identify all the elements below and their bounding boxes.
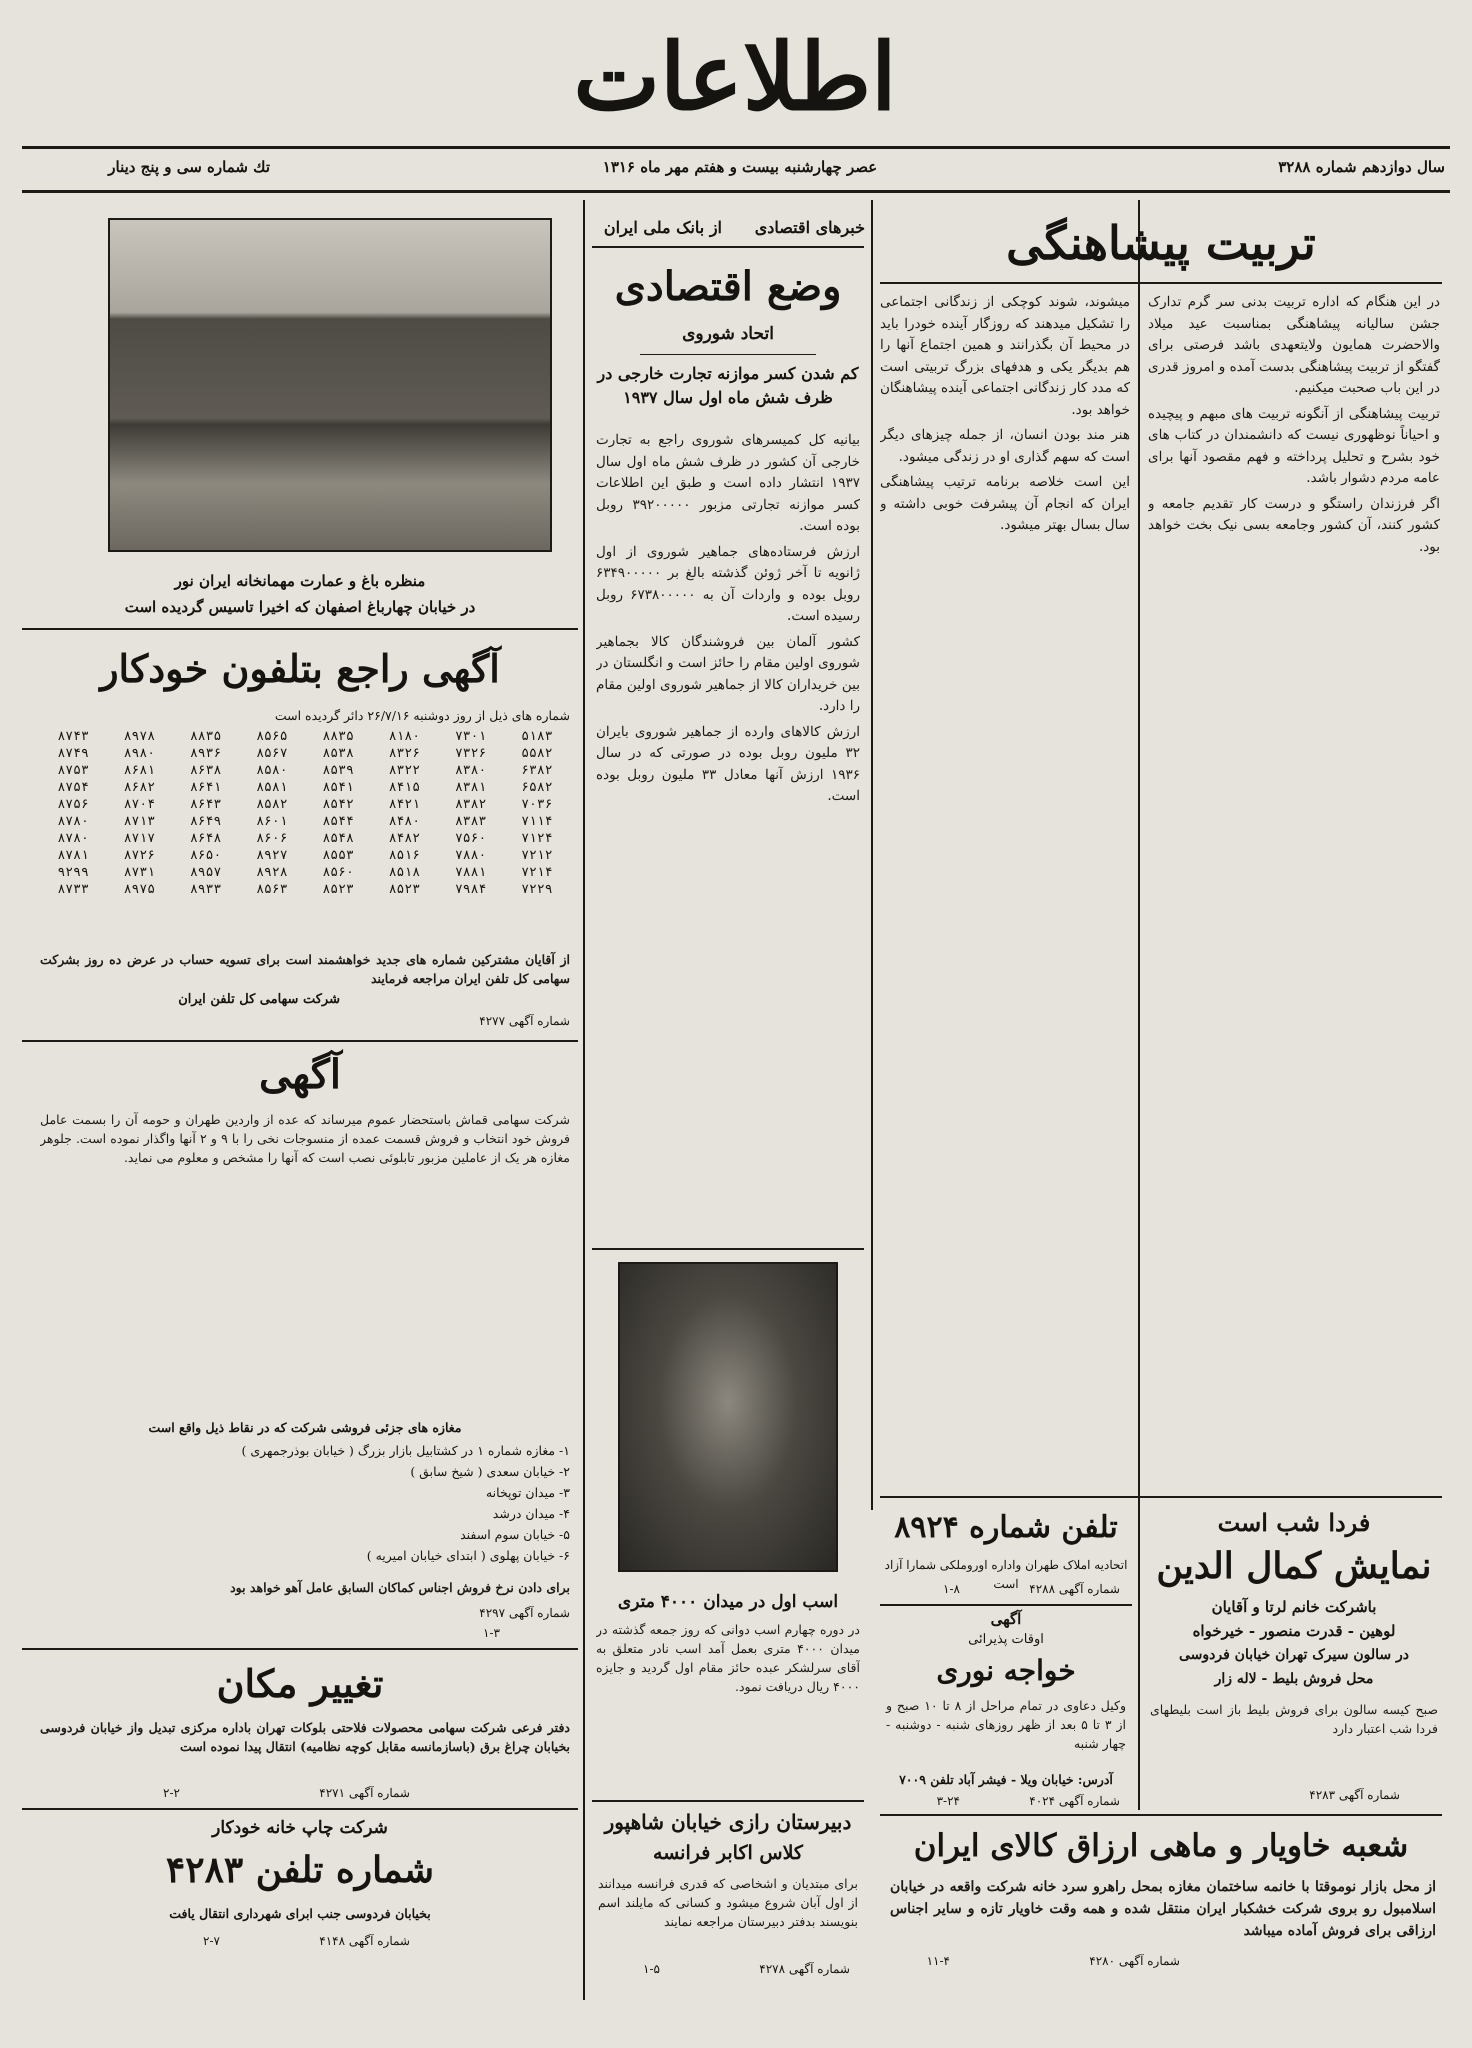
telephone-number-cell: ۸۴۸۲ (388, 831, 421, 846)
telephone-number-row (40, 830, 570, 847)
agahi-list-item: ۵- خیابان سوم اسفند (460, 1527, 570, 1542)
change-place-title: تغییر مکان (216, 1661, 384, 1706)
telephone-number-cell: ۸۷۸۰ (57, 814, 89, 829)
show-names: لوهین - قدرت منصور - خیرخواه (1192, 1622, 1396, 1640)
dateline-center: عصر چهارشنبه بیست و هفتم مهر ماه ۱۳۱۶ (602, 158, 878, 176)
telephone-number-cell: ۸۳۲۶ (388, 746, 421, 761)
telephone-number-cell: ۸۶۴۳ (189, 797, 222, 812)
telephone-number-cell: ۸۷۰۴ (123, 797, 156, 812)
caviar-body: از محل بازار نوموقتا با خانمه ساختمان مغازه بمحل راهرو سرد خانه شرکت واقعه در خیابان اسلامبول رو بروی شرکت خشکبار ایران منتقل شده و همه وقت خاویار تازه و سایر اجناس ارزاقی برای فروش آماده میباشد (890, 1879, 1436, 1939)
economy-paragraph: کشور آلمان بین فروشندگان کالا بجماهیر شوروی اولین مقام را حائز است و انگلستان در بین خریداران کالا از جماهیر شوروی اولین مقام را دارد. (596, 633, 860, 714)
telephone-number-cell: ۸۶۴۹ (189, 814, 222, 829)
telephone-number-row (40, 847, 570, 864)
school-ref: شماره آگهی ۴۲۷۸ (759, 1962, 850, 1976)
telephone-number-cell: ۸۶۸۱ (123, 763, 156, 778)
telephone-number-cell: ۸۵۴۴ (322, 814, 354, 829)
telephone-number-cell: ۷۸۸۰ (454, 848, 487, 863)
show-venue: در سالون سیرک تهران خیابان فردوسی (1179, 1647, 1409, 1663)
telephone-number-cell: ۸۵۶۷ (256, 746, 288, 761)
race-title: اسب اول در میدان ۴۰۰۰ متری (617, 1592, 839, 1612)
telephone-number-cell: ۸۷۵۶ (57, 797, 89, 812)
lead-paragraph: در این هنگام که اداره تربیت بدنی سر گرم تدارک جشن سالیانه پیشاهنگی بمناسبت عید میلاد والاحضرت همایون ولایتعهدی باشد فرصتی برای گفتگو از تربیت پیشاهنگی بدست آمده و امروز قدری در این باب صحبت میکنیم. (1148, 294, 1440, 396)
telephone-number-cell: ۸۸۳۵ (189, 729, 222, 744)
telephone-number-cell: ۸۹۲۸ (256, 865, 288, 880)
telephone-number-cell: ۸۹۸۰ (123, 746, 156, 761)
telephone-number-row (40, 762, 570, 779)
telephone-number-cell: ۸۴۸۰ (388, 814, 421, 829)
telephone-number-cell: ۸۳۸۲ (454, 797, 487, 812)
photo-caption-line2: در خیابان چهارباغ اصفهان که اخیرا تاسیس گردیده است (124, 598, 476, 616)
telephone-number-cell: ۸۵۲۳ (322, 882, 354, 897)
economy-deck: کم شدن کسر موازنه تجارت خارجی در ظرف شش ماه اول سال ۱۹۳۷ (597, 364, 859, 407)
telephone-number-cell: ۸۷۴۹ (57, 746, 89, 761)
masthead-title: اطلاعات (573, 23, 897, 131)
telephone-number-cell: ۸۷۵۴ (57, 780, 89, 795)
telephone-number-cell: ۶۳۸۲ (521, 763, 553, 778)
telephone-number-row (40, 779, 570, 796)
show-title: فردا شب است (1217, 1508, 1371, 1537)
telephone-number-cell: ۸۹۲۷ (256, 848, 288, 863)
telephone-number-cell: ۸۶۰۱ (256, 814, 288, 829)
telephone-number-cell: ۸۵۴۲ (322, 797, 354, 812)
economy-body (596, 430, 860, 1240)
telephone-number-cell: ۸۵۱۸ (388, 865, 421, 880)
telephone-number-cell: ۶۵۸۲ (521, 780, 553, 795)
telephone-number-cell: ۸۱۸۰ (388, 729, 421, 744)
telephone-number-cell: ۸۹۵۷ (189, 865, 222, 880)
telephone-number-row (40, 796, 570, 813)
telephone-number-cell: ۷۹۸۴ (454, 882, 487, 897)
telephone-number-cell: ۷۵۶۰ (454, 831, 487, 846)
school-title: دبیرستان رازی خیابان شاهپور (604, 1810, 852, 1834)
telephone-number-cell: ۸۷۳۱ (123, 865, 156, 880)
dateline-right: سال دوازدهم شماره ۳۲۸۸ (1278, 158, 1445, 176)
economy-headline: وضع اقتصادی (614, 263, 842, 310)
lead-paragraph: این است خلاصه برنامه ترتیب پیشاهنگی ایران که انجام آن پیشرفت خوبی داشته و سال بسال بهتر میشود. (880, 474, 1130, 533)
lead-column-2 (880, 292, 1130, 1492)
telephone-number-cell: ۸۵۱۶ (388, 848, 421, 863)
telephone-number-cell: ۸۶۴۸ (189, 831, 222, 846)
telephone-number-cell: ۸۵۶۳ (256, 882, 288, 897)
phone-ad-body: اتحادیه املاک طهران واداره اوروملکی شمارا آزاد است (884, 1558, 1128, 1591)
print-ad-ref: شماره آگهی ۴۱۴۸ (319, 1934, 410, 1948)
telephone-number-cell: ۸۳۸۱ (454, 780, 487, 795)
telephone-ad-title: آگهی راجع بتلفون خودکار (100, 646, 500, 691)
dateline-rule (22, 190, 1450, 193)
caviar-code: ۱۱-۴ (926, 1954, 950, 1968)
school-body: برای مبتدیان و اشخاصی که قدری فرانسه میدانند از اول آبان شروع میشود و کسانی که مایلند اسم بنویسند بدفتر دبیرستان مراجعه نمایند (598, 1876, 858, 1929)
telephone-number-cell: ۸۷۱۷ (123, 831, 156, 846)
telephone-number-cell: ۸۳۸۰ (454, 763, 487, 778)
telephone-number-cell: ۸۷۱۳ (123, 814, 156, 829)
telephone-number-cell: ۸۶۰۶ (256, 831, 288, 846)
economy-paragraph: ارزش فرستاده‌های جماهیر شوروی از اول ژانویه تا آخر ژوئن گذشته بالغ بر ۶۳۴۹۰۰۰۰۰ روبل بوده و واردات آن به ۶۷۳۸۰۰۰۰۰ روبل رسیده است. (596, 543, 860, 624)
caviar-ref: شماره آگهی ۴۲۸۰ (1089, 1954, 1180, 1968)
lawyer-address: آدرس: خیابان ویلا - فیشر آباد تلفن ۷۰۰۹ (899, 1772, 1113, 1787)
agahi-list-item: ۱- مغازه شماره ۱ در کشتابیل بازار بزرگ ( خیابان بوذرجمهری ) (241, 1443, 570, 1458)
agahi-list (60, 1440, 570, 1566)
agahi-title: آگهی (259, 1051, 341, 1098)
telephone-number-cell: ۸۷۴۳ (57, 729, 89, 744)
lead-paragraph: تربیت پیشاهنگی از آنگونه تربیت های مبهم و پیچیده و احیاناً نوظهوری نیست که دانشمندان در کتاب های خود بشرح و تحلیل پرداخته و فهم مقصود آنها برای عامه مردم دشوار باشد. (1148, 405, 1440, 486)
race-photo (618, 1262, 838, 1572)
telephone-number-cell: ۸۵۸۲ (256, 797, 288, 812)
telephone-ad-ref: شماره آگهی ۴۲۷۷ (479, 1014, 570, 1028)
lead-paragraph: میشوند، شوند کوچکی از زندگانی اجتماعی را تشکیل میدهند که روزگار آینده خودرا باید در محیط آن بگذرانند و همین اجتماع آنها را هم بدیگر یکی و هدفهای بزرگ تربیتی است که مدد کار زندگانی اجتماعی آینده پیشاهنگان خواهد بود. (880, 294, 1130, 418)
telephone-number-cell: ۸۶۳۸ (189, 763, 222, 778)
telephone-number-cell: ۸۷۵۳ (57, 763, 89, 778)
telephone-number-row (40, 881, 570, 898)
lawyer-body: وکیل دعاوی در تمام مراحل از ۸ تا ۱۰ صبح و از ۳ تا ۵ بعد از ظهر روزهای شنبه - دوشنبه - چهار شنبه (886, 1698, 1127, 1751)
change-place-ref: شماره آگهی ۴۲۷۱ (319, 1786, 410, 1800)
agahi-ref: شماره آگهی ۴۲۹۷ (479, 1606, 570, 1620)
telephone-number-cell: ۸۷۳۳ (57, 882, 89, 897)
lawyer-sub: اوقات پذیرائی (968, 1632, 1044, 1647)
agahi-list-item: ۶- خیابان پهلوی ( ابتدای خیابان امیریه ) (366, 1548, 570, 1563)
show-tickets: محل فروش بلیط - لاله زار (1214, 1671, 1374, 1687)
telephone-number-cell: ۸۷۸۱ (57, 848, 89, 863)
hotel-photo (108, 218, 552, 552)
change-place-code: ۲-۲ (163, 1786, 180, 1800)
telephone-number-cell: ۵۵۸۲ (521, 746, 553, 761)
print-ad-line1: شرکت چاپ خانه خودکار (212, 1818, 388, 1838)
telephone-number-cell: ۷۱۱۴ (521, 814, 553, 829)
telephone-number-cell: ۸۹۷۵ (123, 882, 156, 897)
telephone-number-cell: ۸۵۶۰ (322, 865, 354, 880)
telephone-number-cell: ۸۵۸۱ (256, 780, 288, 795)
telephone-number-row (40, 745, 570, 762)
telephone-ad-company: شرکت سهامی کل تلفن ایران (178, 992, 340, 1007)
telephone-number-cell: ۹۲۹۹ (57, 865, 89, 880)
economy-subhead: اتحاد شوروی (682, 324, 774, 344)
agahi-list-item: ۴- میدان درشد (492, 1506, 570, 1521)
telephone-number-cell: ۸۶۵۰ (189, 848, 222, 863)
print-ad-title: شماره تلفن ۴۲۸۳ (165, 1849, 435, 1891)
telephone-number-cell: ۸۵۴۱ (322, 780, 354, 795)
show-ref: شماره آگهی ۴۲۸۳ (1309, 1788, 1400, 1802)
economy-paragraph: ارزش کالاهای وارده از جماهیر شوروی بایران ۳۲ ملیون روبل بوده در صورتی که در سال ۱۹۳۶ ارزش آنها معادل ۳۳ ملیون روبل بوده است. (596, 723, 860, 804)
lawyer-ref: شماره آگهی ۴۰۲۴ (1029, 1794, 1120, 1808)
lead-paragraph: هنر مند بودن انسان، از جمله چیزهای دیگر است که سهم گذاری او در زندگی میشود. (880, 427, 1130, 465)
telephone-number-cell: ۷۸۸۱ (454, 865, 487, 880)
telephone-number-cell: ۸۵۴۸ (322, 831, 354, 846)
telephone-number-cell: ۷۳۲۶ (454, 746, 487, 761)
school-subtitle: کلاس اکابر فرانسه (653, 1842, 803, 1864)
telephone-number-cell: ۸۸۳۵ (322, 729, 354, 744)
telephone-number-cell: ۸۴۲۱ (388, 797, 421, 812)
lead-paragraph: اگر فرزندان راستگو و درست کار تقدیم جامعه و کشور کنند، آن کشور وجامعه بسی نیک بخت خواهد بود. (1148, 495, 1440, 555)
telephone-ad-intro: شماره های ذیل از روز دوشنبه ۲۶/۷/۱۶ دائر گردیده است (274, 708, 570, 723)
telephone-number-cell: ۷۲۲۹ (521, 882, 553, 897)
telephone-number-cell: ۷۰۳۶ (521, 797, 553, 812)
telephone-number-cell: ۸۳۲۲ (388, 763, 421, 778)
phone-ad-ref: شماره آگهی ۴۲۸۸ (1029, 1582, 1120, 1596)
dateline-left: تك شماره سی و پنج دینار (108, 158, 270, 176)
caviar-title: شعبه خاویار و ماهی ارزاق کالای ایران (913, 1828, 1409, 1864)
telephone-number-cell: ۷۳۰۱ (454, 729, 487, 744)
school-code: ۱-۵ (643, 1962, 660, 1976)
telephone-number-row (40, 728, 570, 745)
economy-kicker-left: از بانک ملی ایران (603, 218, 722, 237)
phone-ad-code: ۱-۸ (943, 1582, 960, 1596)
agahi-body: شرکت سهامی قماش باستحضار عموم میرساند که عده از واردین طهران و حومه آن را بسمت عامل فروش خود انتخاب و فروش قسمت عمده از منسوجات نخی را با ۹ و ۲ آنها واگذار نموده است. جلوهر مغازه هر یک از عاملین مزبور تابلوئی نصب است که آنها را مشخص و معلوم می نماید. (40, 1112, 570, 1165)
agahi-list-item: ۲- خیابان سعدی ( شیخ سابق ) (410, 1464, 570, 1479)
telephone-number-cell: ۸۹۷۸ (123, 729, 156, 744)
telephone-number-table (40, 728, 570, 898)
agahi-code: ۱-۳ (483, 1626, 500, 1640)
telephone-number-cell: ۵۱۸۳ (521, 729, 553, 744)
telephone-number-cell: ۸۵۳۸ (322, 746, 354, 761)
masthead-rule (22, 146, 1450, 149)
print-ad-code: ۲-۷ (203, 1934, 220, 1948)
telephone-number-cell: ۸۵۸۰ (256, 763, 288, 778)
economy-kicker-right: خبرهای اقتصادی (754, 218, 865, 237)
telephone-number-cell: ۸۵۳۹ (322, 763, 354, 778)
telephone-number-cell: ۷۲۱۴ (521, 865, 553, 880)
show-details: صبح کیسه سالون برای فروش بلیط باز است بلیطهای فردا شب اعتبار دارد (1150, 1702, 1438, 1736)
phone-ad-title: تلفن شماره ۸۹۲۴ (894, 1510, 1118, 1545)
lead-column-1 (1148, 292, 1440, 1492)
economy-paragraph: بیانیه کل کمیسرهای شوروی راجع به تجارت خارجی آن کشور در ظرف شش ماه اول سال ۱۹۳۷ انتشار داده است و طبق این اطلاعات کسر موازنه تجارتی مزبور ۳۹۲۰۰۰۰۰ روبل بوده است. (596, 432, 860, 534)
telephone-number-cell: ۷۱۲۴ (521, 831, 553, 846)
lawyer-code: ۳-۲۴ (936, 1794, 960, 1808)
telephone-number-cell: ۸۷۲۶ (123, 848, 156, 863)
telephone-number-cell: ۸۳۸۳ (454, 814, 487, 829)
telephone-number-cell: ۸۷۸۰ (57, 831, 89, 846)
telephone-number-cell: ۸۵۵۳ (322, 848, 354, 863)
telephone-number-cell: ۸۵۲۳ (388, 882, 421, 897)
photo-caption-line1: منظره باغ و عمارت مهمانخانه ایران نور (174, 572, 426, 590)
telephone-number-row (40, 864, 570, 881)
lead-headline: تربیت پیشاهنگی (1006, 216, 1316, 270)
agahi-list-item: ۳- میدان توپخانه (485, 1485, 570, 1500)
lawyer-name: خواجه نوری (936, 1654, 1076, 1687)
show-play: نمایش کمال الدین (1156, 1545, 1432, 1587)
telephone-number-cell: ۸۴۱۵ (388, 780, 421, 795)
telephone-number-cell: ۸۹۳۳ (189, 882, 222, 897)
change-place-body: دفتر فرعی شرکت سهامی محصولات فلاحتی بلوکات تهران باداره مرکزی تبدیل واز خیابان فردوسی بخیابان چراغ برق (باسازمانسه مقابل کوچه نظامیه) انتقال پیدا نموده است (40, 1720, 570, 1754)
show-cast: باشرکت خانم لرتا و آقایان (1211, 1598, 1377, 1616)
telephone-number-cell: ۸۵۶۵ (256, 729, 288, 744)
agahi-list-title: مغازه های جزئی فروشی شرکت که در نقاط ذیل واقع است (148, 1420, 462, 1435)
telephone-number-row (40, 813, 570, 830)
telephone-ad-note: از آقایان مشترکین شماره های جدید خواهشمند است برای تسویه حساب در عرض ده روز بشرکت سهامی کل تلفن ایران مراجعه فرمایند (40, 952, 570, 986)
race-body: در دوره چهارم اسب دوانی که روز جمعه گذشته در میدان ۴۰۰۰ متری بعمل آمد اسب نادر متعلق به آقای سرلشکر عبده حائز مقام اول گردید و جایزه ۴۰۰۰ ریال دریافت نمود. (596, 1622, 860, 1694)
telephone-number-cell: ۸۹۳۶ (189, 746, 222, 761)
agahi-footer: برای دادن نرخ فروش اجناس کماکان السابق عامل آهو خواهد بود (230, 1580, 570, 1595)
telephone-number-cell: ۸۶۴۱ (189, 780, 222, 795)
lawyer-kicker: آگهی (990, 1610, 1022, 1628)
telephone-number-cell: ۸۶۸۲ (123, 780, 156, 795)
print-ad-body: بخیابان فردوسی جنب ابرای شهرداری انتقال یافت (169, 1906, 431, 1921)
telephone-number-cell: ۷۲۱۲ (521, 848, 553, 863)
